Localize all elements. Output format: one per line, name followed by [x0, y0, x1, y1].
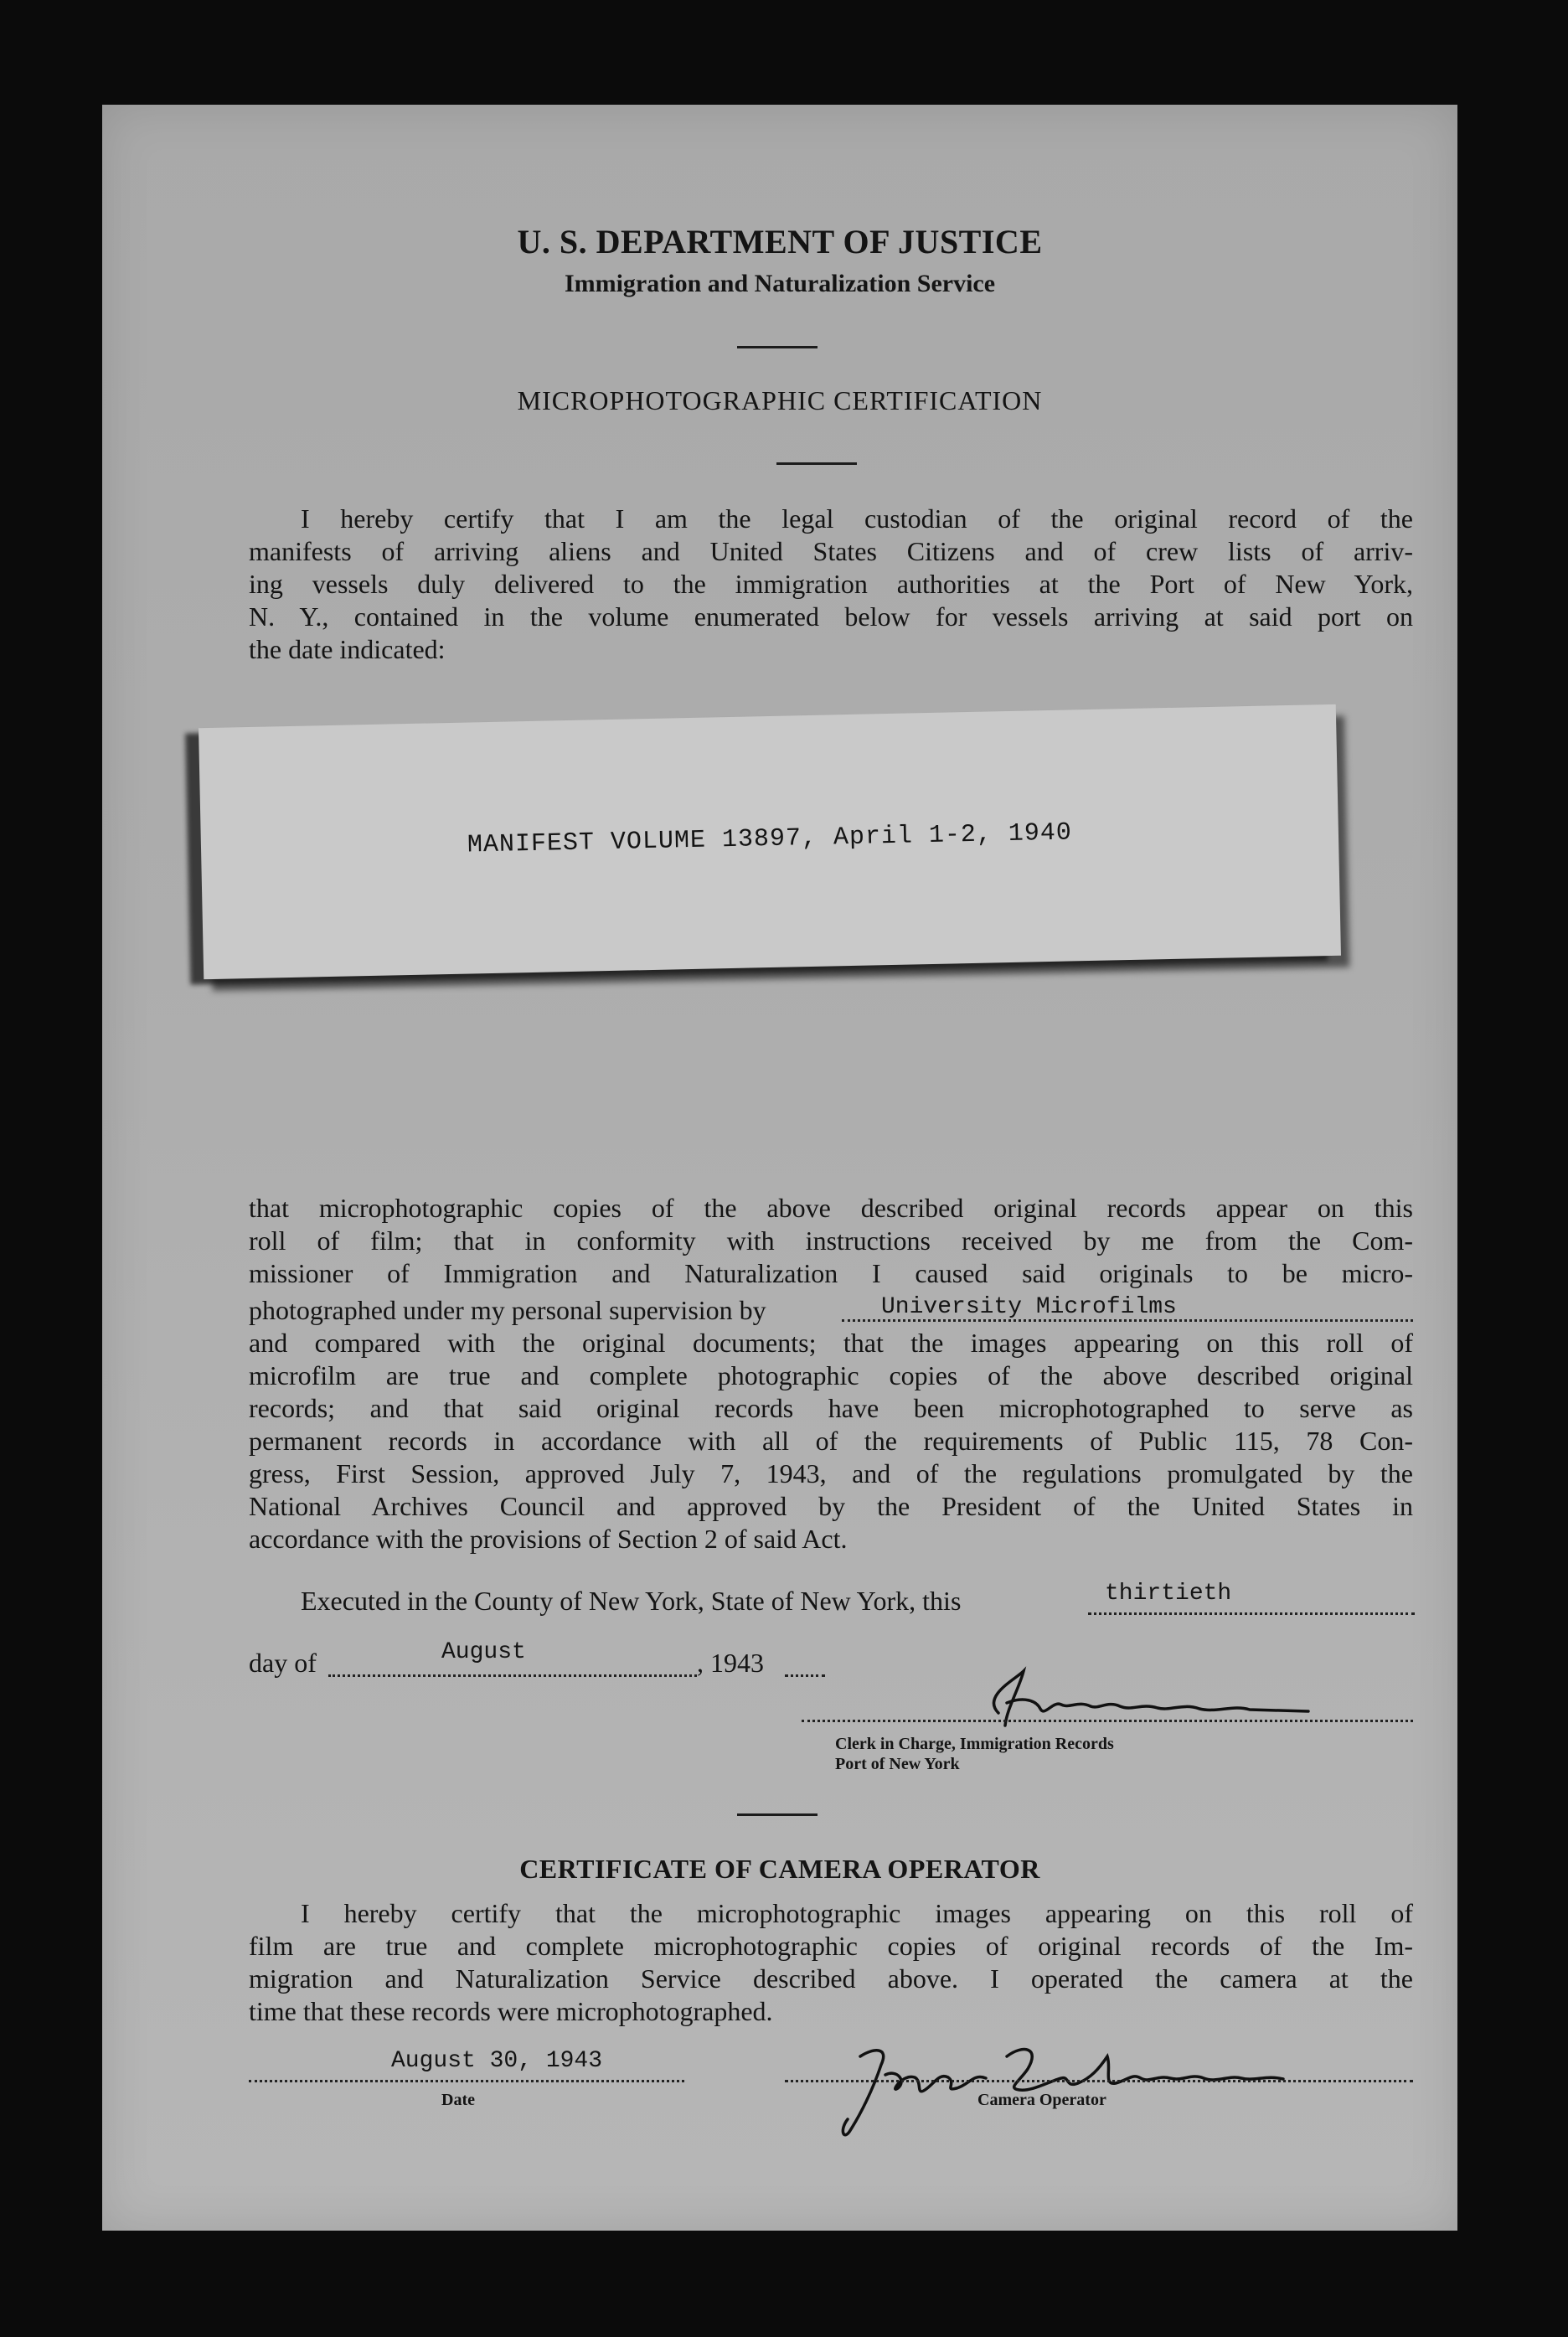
- date-dotted-line: [249, 2080, 684, 2082]
- operator-line-3: migration and Naturalization Service described above. I operated the camera at the: [249, 1963, 1413, 1994]
- executed-day-value: thirtieth: [1105, 1581, 1232, 1607]
- divider-operator: [737, 1813, 818, 1816]
- divider-top: [737, 346, 818, 348]
- year-label: , 1943: [697, 1648, 764, 1678]
- body-line-7: records; and that said original records have been microphotographed to serve as: [249, 1393, 1413, 1423]
- body-line-1: that microphotographic copies of the above described original records appear on this: [249, 1193, 1413, 1223]
- operator-line-4: time that these records were microphotographed.: [249, 1996, 773, 2026]
- clerk-signature: [881, 1663, 1417, 1742]
- operator-label: Camera Operator: [977, 2091, 1106, 2109]
- body-line-9: gress, First Session, approved July 7, 1943, and of the regulations promulgated by the: [249, 1458, 1413, 1488]
- body-line-3: missioner of Immigration and Naturalization I caused said originals to be micro-: [249, 1258, 1413, 1288]
- manifest-slip-text: MANIFEST VOLUME 13897, April 1-2, 1940: [467, 818, 1073, 860]
- executed-row: [301, 1581, 1415, 1619]
- date-value: August 30, 1943: [391, 2048, 603, 2074]
- certification-title: MICROPHOTOGRAPHIC CERTIFICATION: [517, 385, 1043, 415]
- date-label: Date: [441, 2091, 475, 2109]
- intro-line-3: ing vessels duly delivered to the immigration authorities at the Port of New York,: [249, 569, 1413, 599]
- body-line-6: microfilm are true and complete photographic copies of the above described original: [249, 1360, 1413, 1390]
- operator-signature-line: [785, 2080, 1413, 2082]
- month-value: August: [441, 1639, 526, 1665]
- body-paragraph: [249, 1192, 1413, 1555]
- divider-second: [776, 462, 857, 465]
- clerk-title-line-1: Clerk in Charge, Immigration Records: [835, 1735, 1114, 1753]
- certificate-sheet: [102, 105, 1457, 2231]
- service-subheading: Immigration and Naturalization Service: [564, 270, 996, 297]
- operator-paragraph: [249, 1897, 1413, 2028]
- operator-heading: CERTIFICATE OF CAMERA OPERATOR: [519, 1854, 1040, 1884]
- body-line-2: roll of film; that in conformity with instructions received by me from the Com-: [249, 1225, 1413, 1256]
- intro-line-1: I hereby certify that I am the legal custodian of the original record of the: [301, 503, 1413, 534]
- operator-line-2: film are true and complete microphotographic copies of original records of the Im-: [249, 1931, 1413, 1961]
- supervision-row: [249, 1294, 1413, 1327]
- operator-signature: [781, 2023, 1367, 2149]
- year-dotted-line: [785, 1674, 825, 1677]
- supervision-prefix: photographed under my personal supervision by: [249, 1295, 766, 1325]
- intro-line-4: N. Y., contained in the volume enumerated below for vessels arriving at said port on: [249, 601, 1413, 632]
- intro-line-2: manifests of arriving aliens and United States Citizens and of crew lists of arriv-: [249, 536, 1413, 566]
- clerk-signature-line: [802, 1720, 1413, 1722]
- day-of-label: day of: [249, 1648, 317, 1678]
- executed-prefix: Executed in the County of New York, State of New York, this: [301, 1586, 962, 1616]
- day-of-row: [249, 1639, 919, 1681]
- department-heading: U. S. DEPARTMENT OF JUSTICE: [517, 223, 1043, 261]
- body-line-11: accordance with the provisions of Section 2 of said Act.: [249, 1524, 848, 1554]
- month-dotted-line: [328, 1674, 697, 1677]
- body-line-10: National Archives Council and approved by the President of the United States in: [249, 1491, 1413, 1521]
- intro-line-5: the date indicated:: [249, 634, 446, 664]
- executed-day-dotted-line: [1088, 1612, 1415, 1615]
- operator-line-1: I hereby certify that the microphotographic images appearing on this roll of: [301, 1898, 1413, 1928]
- intro-paragraph: [249, 503, 1413, 666]
- body-line-8: permanent records in accordance with all of the requirements of Public 115, 78 Con-: [249, 1426, 1413, 1456]
- clerk-title-line-2: Port of New York: [835, 1755, 960, 1773]
- supervision-value: University Microfilms: [881, 1294, 1177, 1320]
- body-line-5: and compared with the original documents; that the images appearing on this roll of: [249, 1328, 1413, 1358]
- manifest-slip: [199, 704, 1341, 979]
